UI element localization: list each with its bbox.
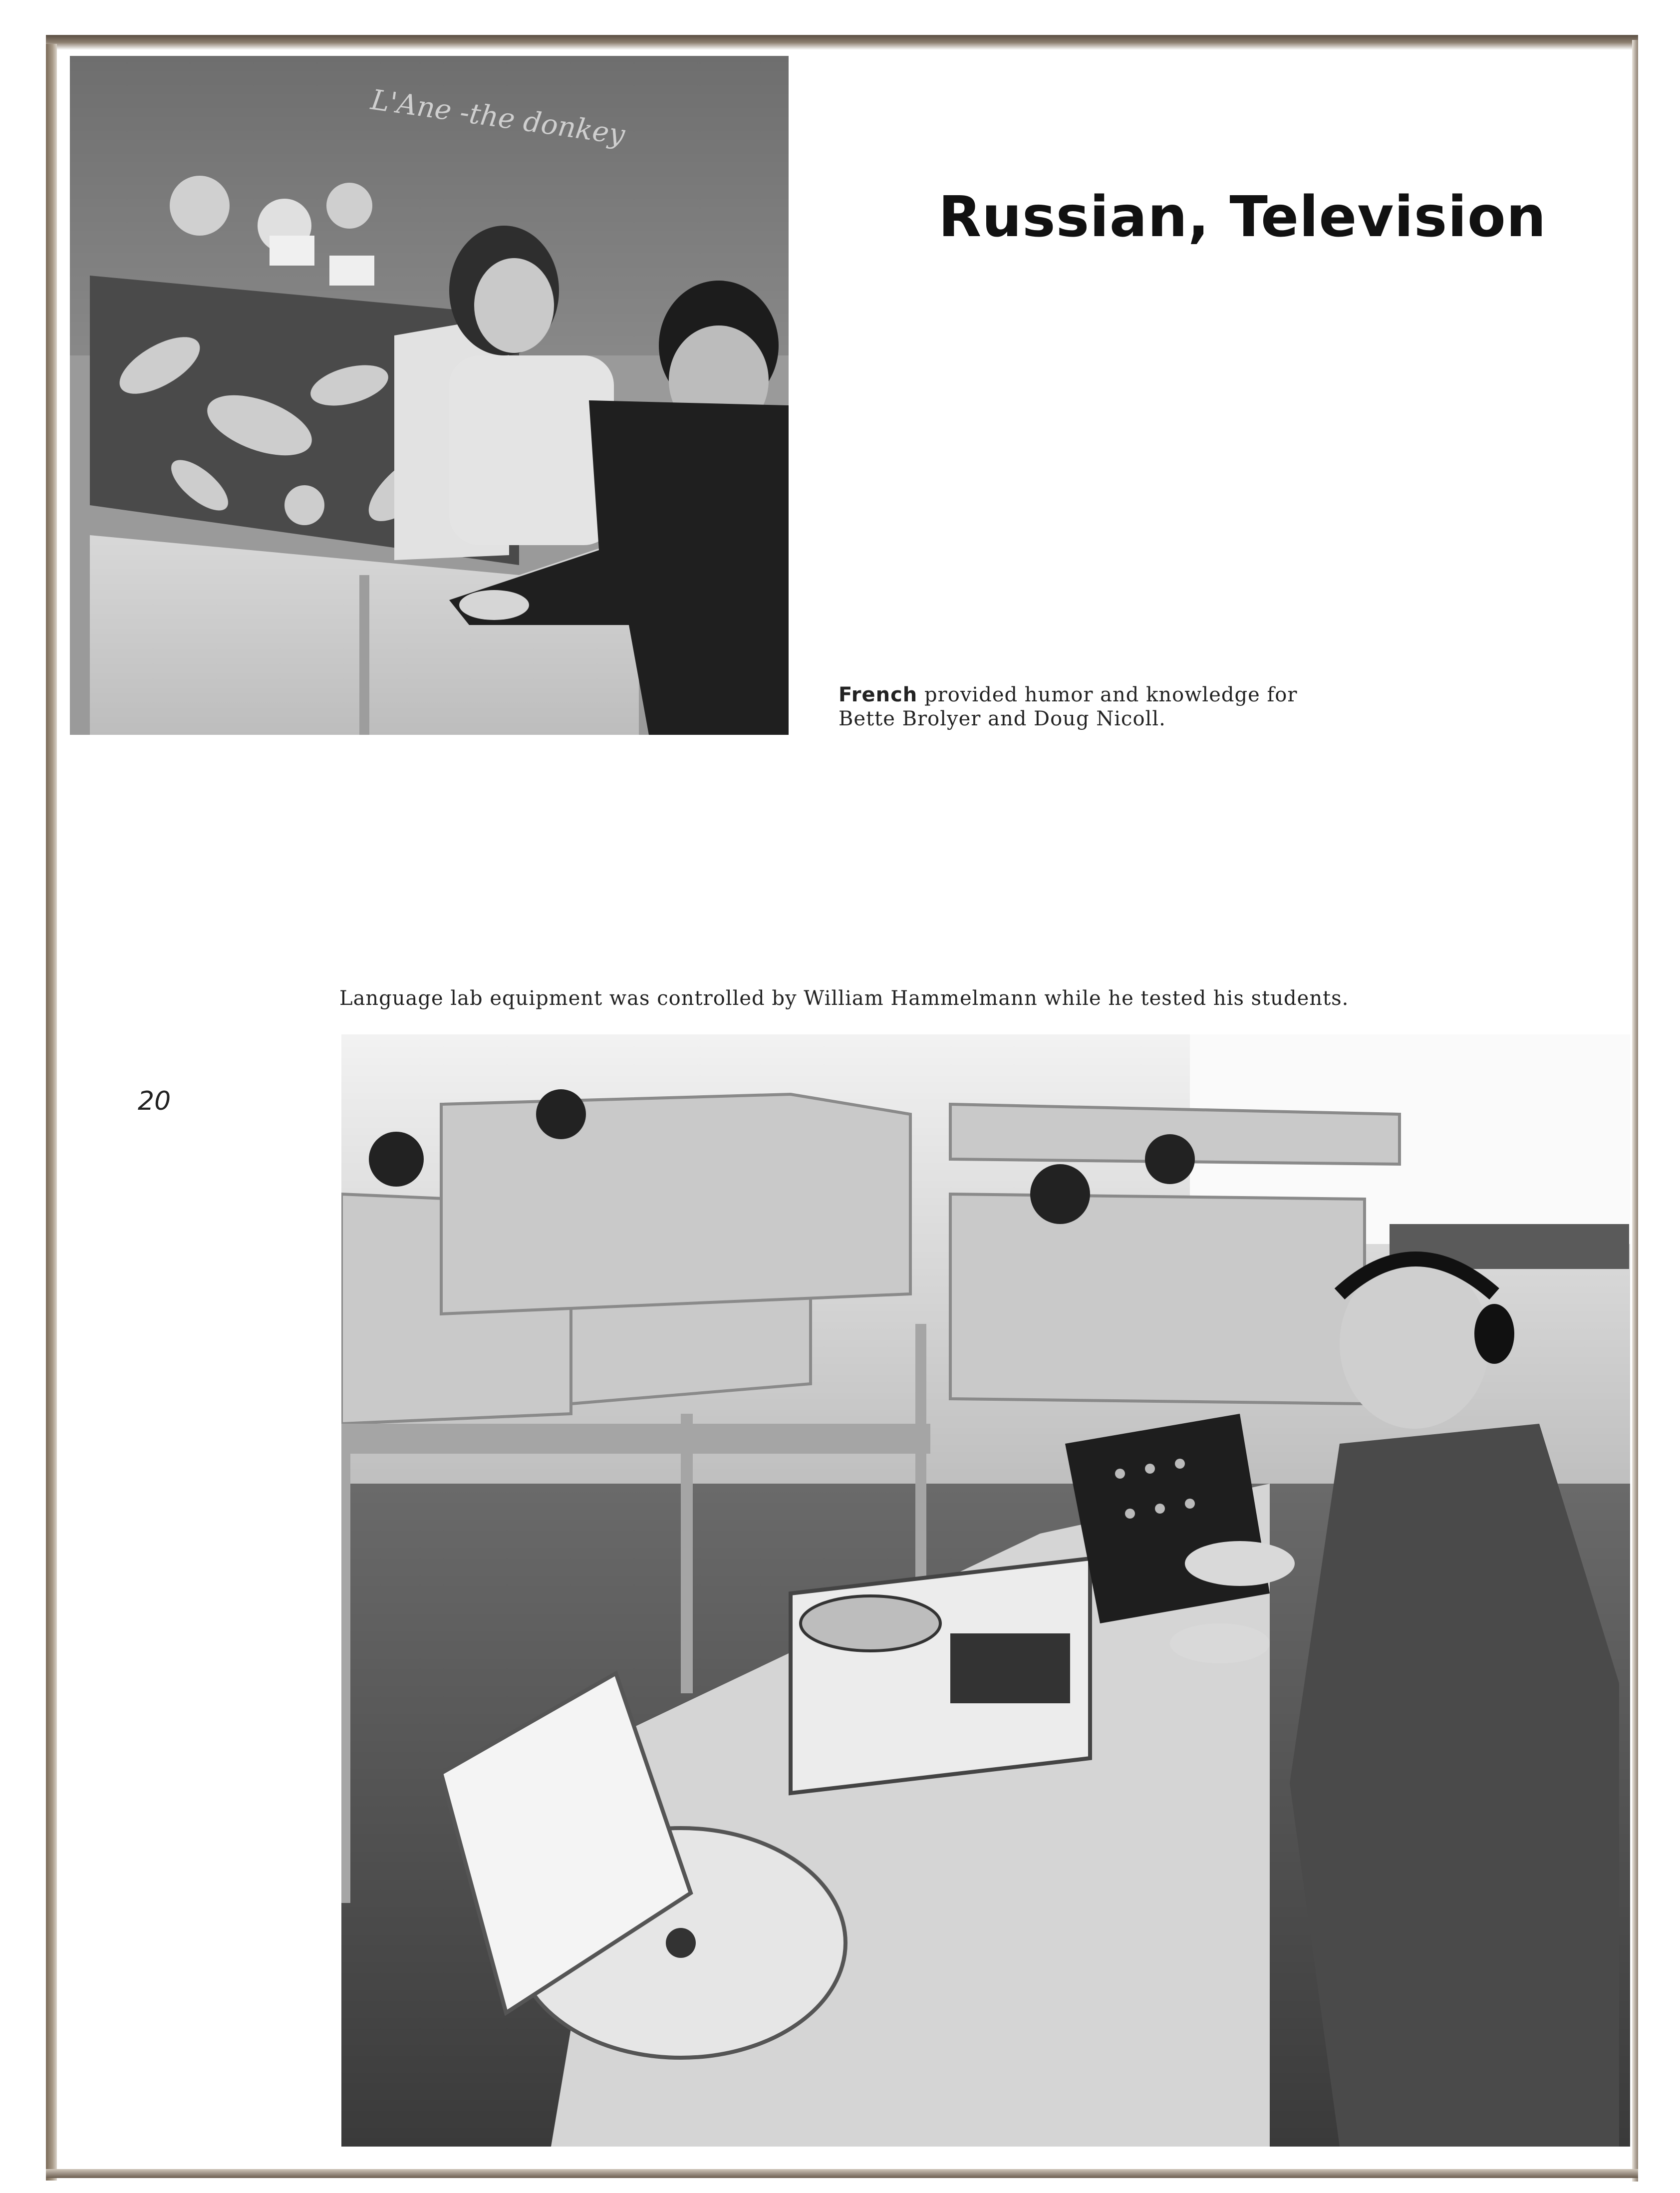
page-title: Russian, Television xyxy=(938,185,1547,250)
photo-french-class xyxy=(70,56,789,735)
page-binding-edge xyxy=(46,44,57,2181)
chalkboard-writing: L'Ane -the donkey xyxy=(369,83,627,152)
photo-french-class-image xyxy=(70,56,789,735)
photo-language-lab-image xyxy=(341,1034,1630,2147)
caption-lead-word: French xyxy=(839,683,918,706)
page-right-edge xyxy=(1632,40,1638,2182)
page-bottom-edge xyxy=(46,2169,1638,2178)
page-number: 20 xyxy=(138,1086,171,1116)
photo-lab-caption: Language lab equipment was controlled by William Hammelmann while he tested his students. xyxy=(339,987,1349,1010)
photo-language-lab xyxy=(341,1034,1630,2147)
page-top-edge xyxy=(46,35,1638,50)
photo-french-caption xyxy=(839,683,1338,731)
caption-body: provided humor and knowledge for Bette Brolyer and Doug Nicoll. xyxy=(839,683,1298,730)
